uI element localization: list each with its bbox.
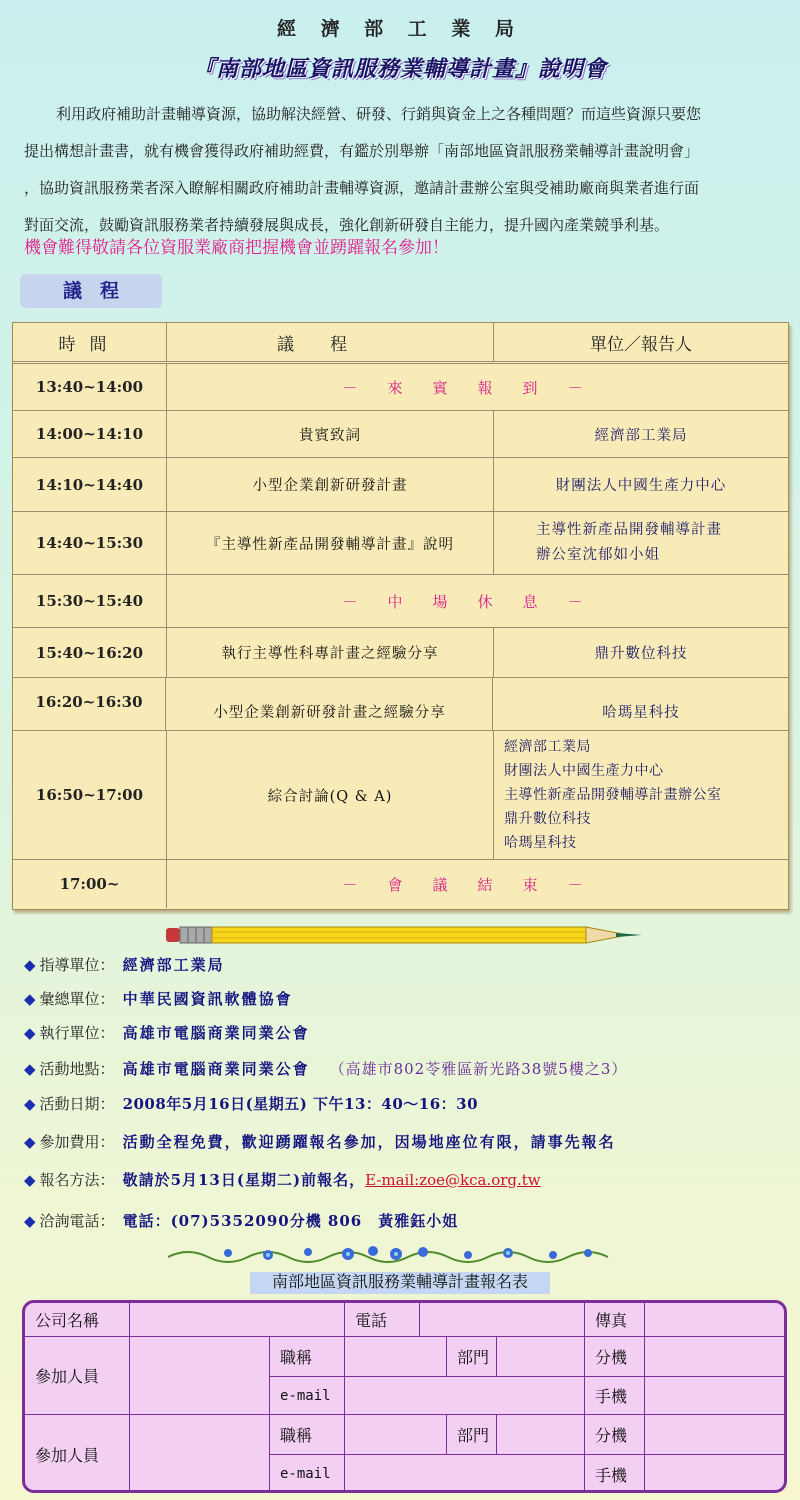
agenda-topic: 執行主導性科專計畫之經驗分享 [167, 628, 494, 677]
diamond-bullet-icon: ◆ [24, 1024, 36, 1042]
agenda-topic: 小型企業創新研發計畫 [167, 458, 494, 511]
agenda-unit-line: 鼎升數位科技 [504, 811, 591, 827]
agenda-topic: 貴賓致詞 [167, 411, 494, 457]
email-link[interactable]: E-mail:zoe@kca.org.tw [365, 1171, 541, 1189]
info-signup: ◆ 報名方法： 敬請於5月13日(星期二)前報名，E-mail:zoe@kca.org.tw [24, 1171, 541, 1189]
info-guidance: ◆ 指導單位： 經濟部工業局 [24, 956, 225, 974]
company-input[interactable] [130, 1303, 345, 1337]
invitation-text: 機會難得敬請各位資服業廠商把握機會並踴躍報名參加！ [24, 238, 449, 257]
intro-line: 利用政府補助計畫輔導資源，協助解決經營、研發、行銷與資金上之各種問題？而這些資源只要您 [56, 106, 702, 123]
agenda-unit-line: 經濟部工業局 [504, 739, 591, 755]
form-title: 南部地區資訊服務業輔導計畫報名表 [250, 1272, 550, 1294]
diamond-bullet-icon: ◆ [24, 1212, 36, 1230]
participant-name-input[interactable] [130, 1337, 270, 1415]
department-label: 部門 [447, 1415, 497, 1455]
flower-vine-divider-icon [168, 1243, 624, 1265]
agenda-unit [494, 731, 788, 859]
fax-label: 傳真 [585, 1303, 645, 1337]
agenda-row [13, 458, 788, 512]
extension-input[interactable] [645, 1415, 787, 1455]
diamond-bullet-icon: ◆ [24, 990, 36, 1008]
intro-line: ，協助資訊服務業者深入瞭解相關政府補助計畫輔導資源，邀請計畫辦公室與受補助廠商與業者進行面 [24, 180, 700, 197]
agenda-unit: 財團法人中國生產力中心 [555, 478, 727, 494]
info-venue: ◆ 活動地點： 高雄市電腦商業同業公會 （高雄市802苓雅區新光路38號5樓之3） [24, 1060, 628, 1078]
event-title: 『南部地區資訊服務業輔導計畫』說明會 [192, 56, 607, 82]
agenda-time: 14:00~14:10 [13, 411, 167, 457]
agenda-unit: 哈瑪星科技 [602, 705, 680, 721]
organizer-heading: 經 濟 部 工 業 局 [276, 18, 524, 40]
email-input[interactable] [345, 1455, 585, 1493]
diamond-bullet-icon: ◆ [24, 1133, 36, 1151]
participant-label: 參加人員 [25, 1415, 130, 1493]
email-label: e-mail [270, 1377, 345, 1415]
agenda-time: 14:40~15:30 [13, 512, 167, 574]
agenda-topic: 綜合討論(Q & A) [167, 731, 494, 859]
agenda-table [12, 322, 789, 910]
agenda-unit-line: 辦公室沈郁如小姐 [536, 547, 660, 563]
intro-paragraph [24, 96, 780, 244]
agenda-unit-line: 財團法人中國生產力中心 [504, 763, 664, 779]
agenda-time: 13:40~14:00 [13, 364, 167, 410]
department-input[interactable] [497, 1337, 585, 1377]
agenda-time: 14:10~14:40 [13, 458, 167, 511]
agenda-row [13, 411, 788, 458]
extension-input[interactable] [645, 1337, 787, 1377]
phone-input[interactable] [420, 1303, 585, 1337]
agenda-time: 17:00~ [13, 860, 167, 908]
agenda-row [13, 731, 788, 860]
diamond-bullet-icon: ◆ [24, 956, 36, 974]
agenda-row [13, 860, 788, 908]
agenda-span-text: －中場休息－ [342, 592, 613, 611]
department-label: 部門 [447, 1337, 497, 1377]
intro-line: 對面交流，鼓勵資訊服務業者持續發展與成長，強化創新研發自主能力，提升國內產業競爭利基。 [24, 217, 670, 234]
mobile-input[interactable] [645, 1377, 787, 1415]
venue-address: （高雄市802苓雅區新光路38號5樓之3） [329, 1060, 628, 1078]
pencil-divider-icon [166, 924, 646, 946]
company-label: 公司名稱 [25, 1303, 130, 1337]
agenda-row [13, 628, 788, 678]
job-title-label: 職稱 [270, 1337, 345, 1377]
job-title-input[interactable] [345, 1337, 447, 1377]
agenda-header-row [13, 323, 788, 362]
mobile-label: 手機 [585, 1377, 645, 1415]
participant-name-input[interactable] [130, 1415, 270, 1493]
agenda-topic: 小型企業創新研發計畫之經驗分享 [167, 678, 493, 730]
info-contact: ◆ 洽詢電話： 電話：(07)5352090分機 806 黃雅鈺小姐 [24, 1212, 459, 1230]
agenda-tag: 議程 [20, 274, 162, 308]
intro-line: 提出構想計畫書，就有機會獲得政府補助經費，有鑑於別舉辦「南部地區資訊服務業輔導計畫說明會」 [24, 143, 700, 160]
agenda-row [13, 364, 788, 411]
header-unit: 單位／報告人 [590, 334, 692, 354]
registration-form [22, 1300, 787, 1493]
fax-input[interactable] [645, 1303, 787, 1337]
agenda-unit: 鼎升數位科技 [594, 646, 688, 662]
agenda-time: 15:40~16:20 [13, 628, 167, 677]
agenda-row [13, 678, 788, 731]
agenda-unit-line: 主導性新產品開發輔導計畫 [536, 522, 722, 538]
info-summary-unit: ◆ 彙總單位： 中華民國資訊軟體協會 [24, 990, 293, 1008]
diamond-bullet-icon: ◆ [24, 1171, 36, 1189]
agenda-unit-line: 主導性新產品開發輔導計畫辦公室 [504, 787, 722, 803]
job-title-label: 職稱 [270, 1415, 345, 1455]
agenda-unit [494, 512, 788, 574]
email-input[interactable] [345, 1377, 585, 1415]
agenda-unit-line: 哈瑪星科技 [504, 835, 577, 851]
info-date: ◆ 活動日期： 2008年5月16日(星期五) 下午13：40～16：30 [24, 1095, 479, 1113]
agenda-unit: 經濟部工業局 [594, 427, 688, 444]
participant-label: 參加人員 [25, 1337, 130, 1415]
extension-label: 分機 [585, 1337, 645, 1377]
agenda-span-text: －來賓報到－ [342, 378, 613, 397]
info-executor: ◆ 執行單位： 高雄市電腦商業同業公會 [24, 1024, 310, 1042]
agenda-row [13, 575, 788, 628]
email-label: e-mail [270, 1455, 345, 1493]
job-title-input[interactable] [345, 1415, 447, 1455]
phone-label: 電話 [345, 1303, 420, 1337]
agenda-row [13, 512, 788, 575]
agenda-topic: 『主導性新產品開發輔導計畫』說明 [167, 512, 494, 574]
mobile-input[interactable] [645, 1455, 787, 1493]
agenda-span-text: －會議結束－ [342, 875, 613, 894]
diamond-bullet-icon: ◆ [24, 1095, 36, 1113]
header-time: 時間 [13, 323, 167, 361]
extension-label: 分機 [585, 1415, 645, 1455]
diamond-bullet-icon: ◆ [24, 1060, 36, 1078]
department-input[interactable] [497, 1415, 585, 1455]
agenda-time: 15:30~15:40 [13, 575, 167, 627]
info-fee: ◆ 參加費用： 活動全程免費，歡迎踴躍報名參加，因場地座位有限，請事先報名 [24, 1133, 616, 1151]
agenda-time: 16:50~17:00 [13, 731, 167, 859]
header-agenda: 議程 [167, 323, 494, 361]
agenda-time: 16:20~16:30 [13, 678, 166, 730]
mobile-label: 手機 [585, 1455, 645, 1493]
